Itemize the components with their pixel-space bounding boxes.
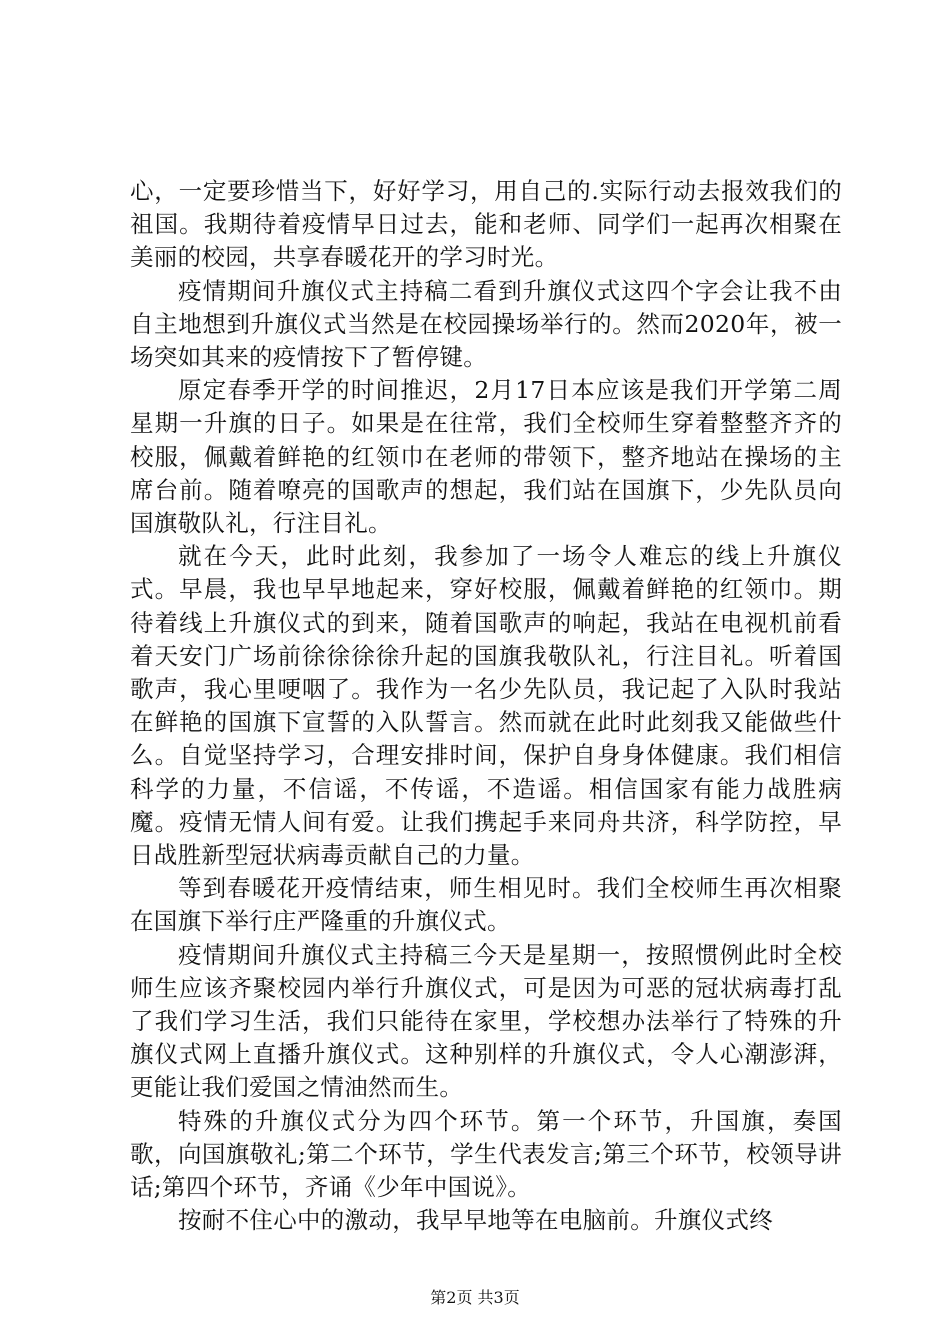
paragraph: 原定春季开学的时间推迟，2月17日本应该是我们开学第二周星期一升旗的日子。如果是在往常，我们全校师生穿着整整齐齐的校服，佩戴着鲜艳的红领巾在老师的带领下，整齐地站在操场的主席台前。随着嘹亮的国歌声的想起，我们站在国旗下，少先队员向国旗敬队礼，行注目礼。 — [130, 376, 842, 538]
page-footer: 第2页 共3页 — [430, 1288, 520, 1307]
paragraph: 特殊的升旗仪式分为四个环节。第一个环节，升国旗，奏国歌，向国旗敬礼;第二个环节，学生代表发言;第三个环节，校领导讲话;第四个环节，齐诵《少年中国说》。 — [130, 1106, 842, 1202]
paragraph: 按耐不住心中的激动，我早早地等在电脑前。升旗仪式终 — [178, 1206, 773, 1235]
paragraph: 等到春暖花开疫情结束，师生相见时。我们全校师生再次相聚在国旗下举行庄严隆重的升旗仪式。 — [130, 874, 842, 936]
paragraph: 就在今天，此时此刻，我参加了一场令人难忘的线上升旗仪式。早晨，我也早早地起来，穿好校服，佩戴着鲜艳的红领巾。期待着线上升旗仪式的到来，随着国歌声的响起，我站在电视机前看着天安门广场前徐徐徐徐升起的国旗我敬队礼，行注目礼。听着国歌声，我心里哽咽了。我作为一名少先队员，我记起了入队时我站在鲜艳的国旗下宣誓的入队誓言。然而就在此时此刻我又能做些什么。自觉坚持学习，合理安排时间，保护自身身体健康。我们相信科学的力量，不信谣，不传谣，不造谣。相信国家有能力战胜病魔。疫情无情人间有爱。让我们携起手来同舟共济，科学防控，早日战胜新型冠状病毒贡献自己的力量。 — [130, 542, 842, 870]
document-body — [130, 175, 842, 1238]
paragraph: 疫情期间升旗仪式主持稿三今天是星期一，按照惯例此时全校师生应该齐聚校园内举行升旗仪式，可是因为可恶的冠状病毒打乱了我们学习生活，我们只能待在家里，学校想办法举行了特殊的升旗仪式网上直播升旗仪式。这种别样的升旗仪式，令人心潮澎湃，更能让我们爱国之情油然而生。 — [130, 940, 842, 1102]
paragraph: 疫情期间升旗仪式主持稿二看到升旗仪式这四个字会让我不由自主地想到升旗仪式当然是在校园操场举行的。然而2020年，被一场突如其来的疫情按下了暂停键。 — [130, 276, 842, 372]
paragraph: 心，一定要珍惜当下，好好学习，用自己的.实际行动去报效我们的祖国。我期待着疫情早日过去，能和老师、同学们一起再次相聚在美丽的校园，共享春暖花开的学习时光。 — [130, 177, 842, 272]
